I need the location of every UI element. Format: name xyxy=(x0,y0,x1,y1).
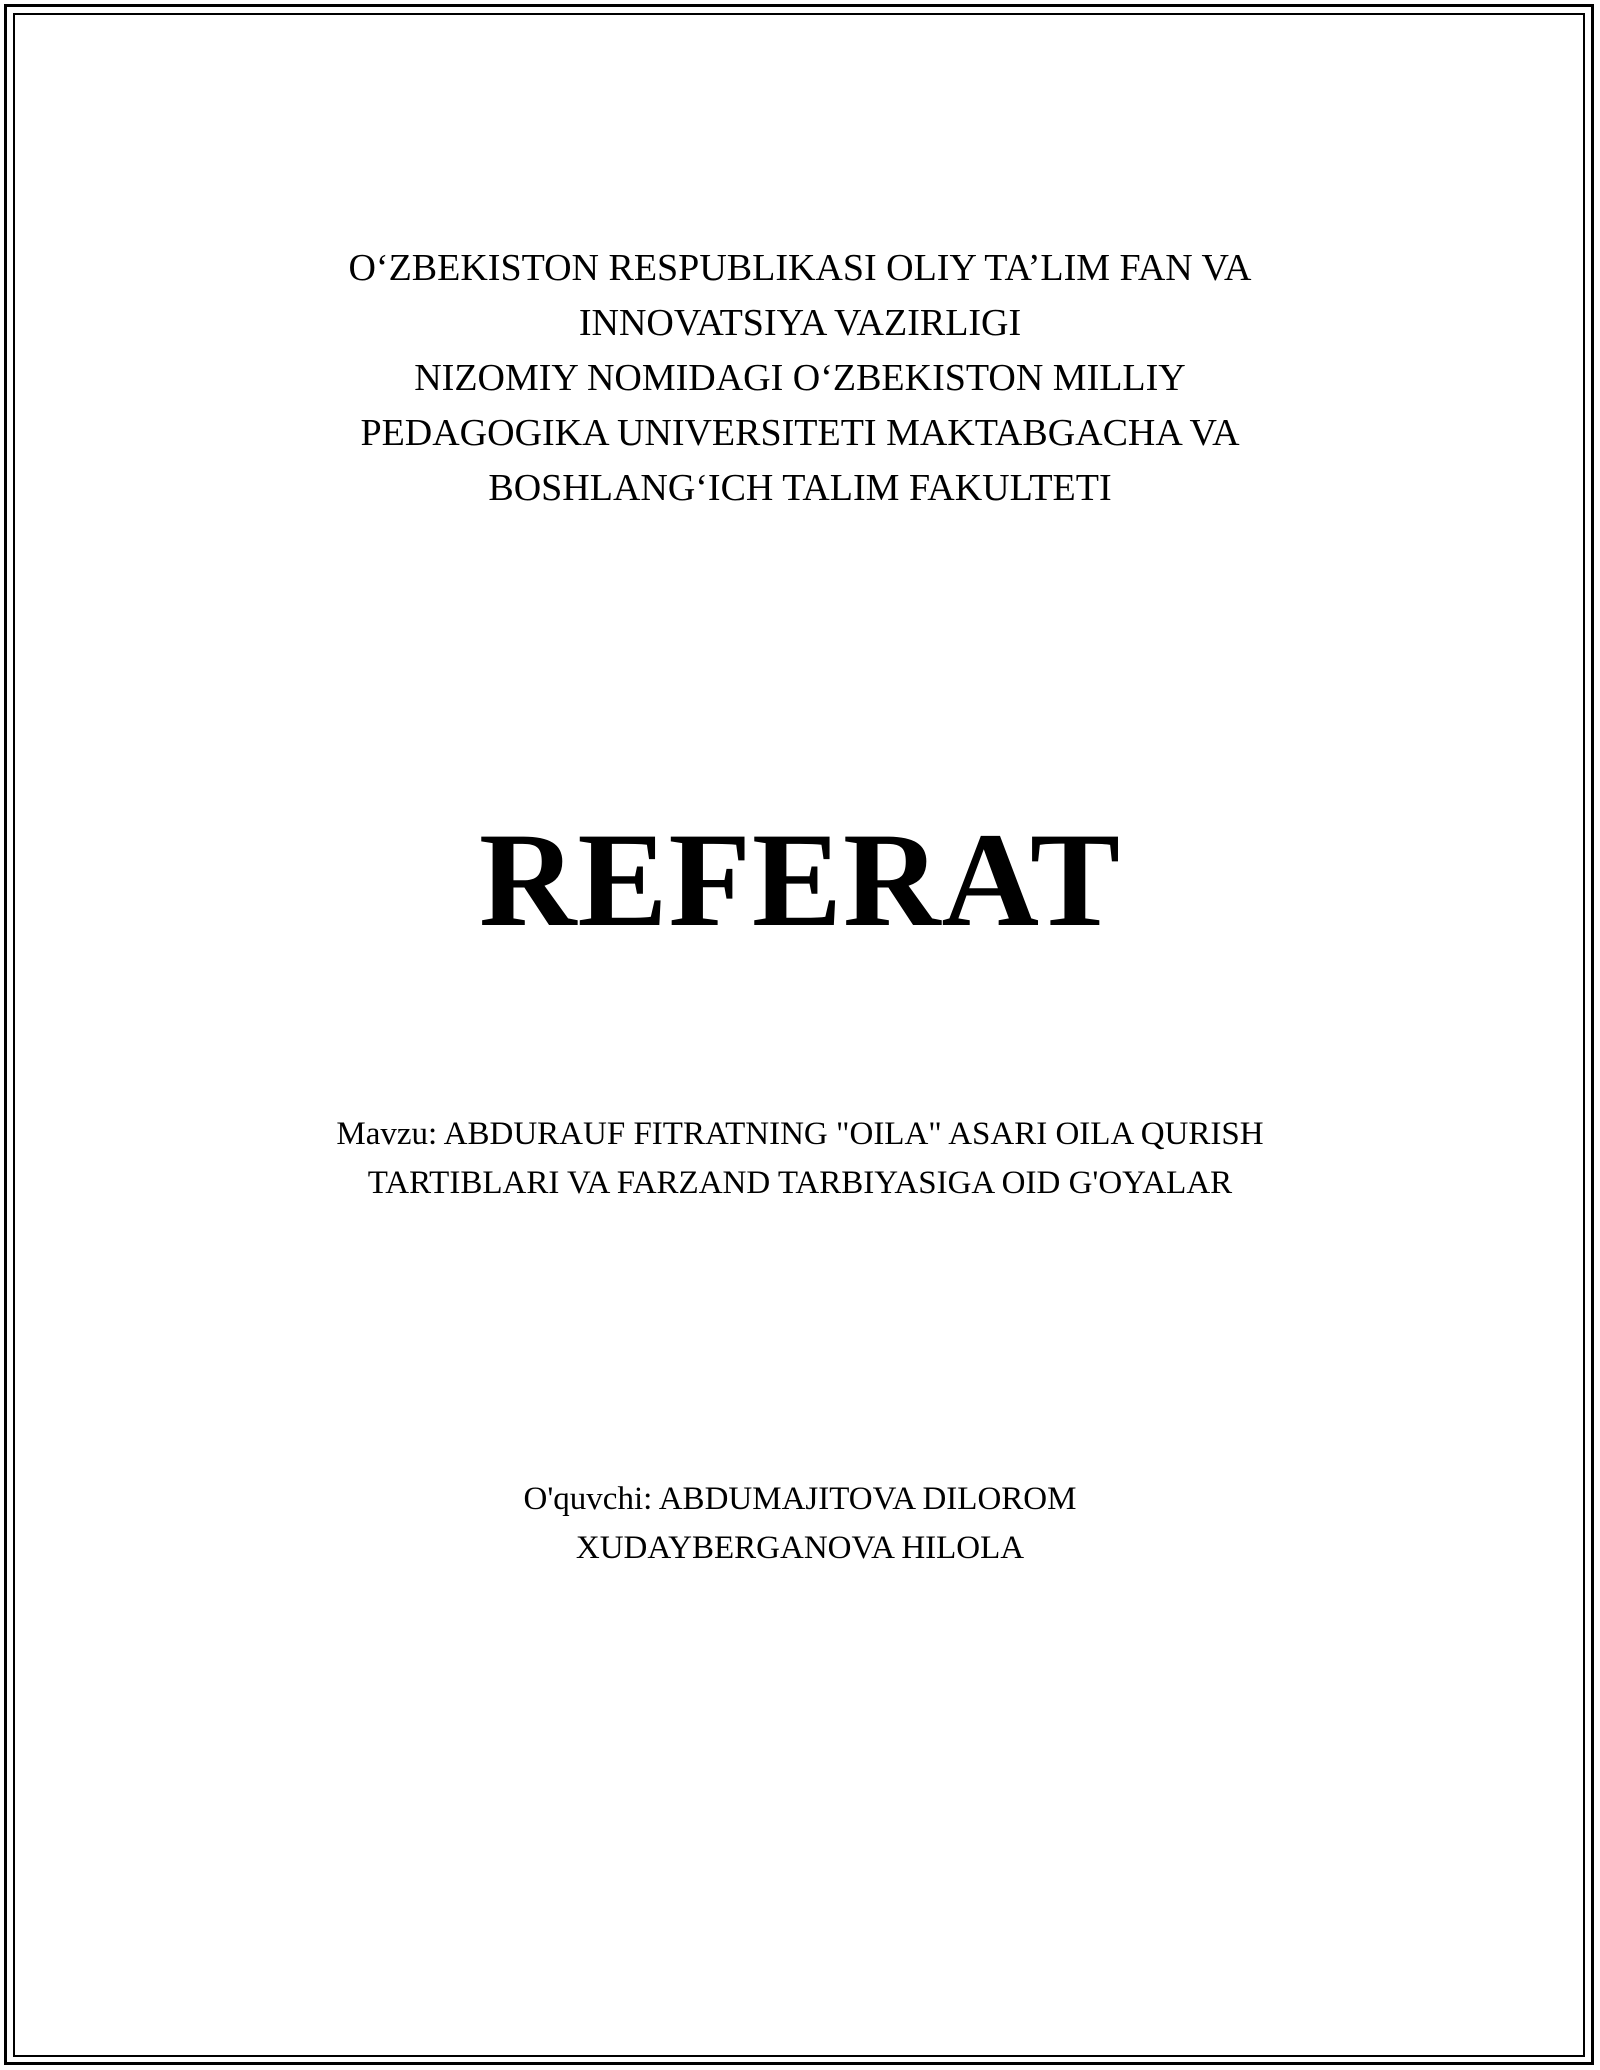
topic-block xyxy=(200,1110,1400,1208)
institution-line: INNOVATSIYA VAZIRLIGI xyxy=(578,302,1022,344)
institution-line: BOSHLANG‘ICH TALIM FAKULTETI xyxy=(488,467,1112,509)
topic-line: Mavzu: ABDURAUF FITRATNING "OILA" ASARI OILA QURISH xyxy=(336,1116,1264,1152)
institution-line: PEDAGOGIKA UNIVERSITETI MAKTABGACHA VA xyxy=(360,412,1240,454)
topic-line: TARTIBLARI VA FARZAND TARBIYASIGA OID G'OYALAR xyxy=(367,1165,1233,1201)
document-title: REFERAT xyxy=(478,806,1122,955)
institution-header xyxy=(200,241,1400,516)
student-line: XUDAYBERGANOVA HILOLA xyxy=(575,1530,1025,1566)
institution-line: O‘ZBEKISTON RESPUBLIKASI OLIY TA’LIM FAN VA xyxy=(348,247,1252,289)
institution-line: NIZOMIY NOMIDAGI O‘ZBEKISTON MILLIY xyxy=(414,357,1186,399)
students-block xyxy=(200,1475,1400,1573)
student-line: O'quvchi: ABDUMAJITOVA DILOROM xyxy=(523,1481,1077,1517)
